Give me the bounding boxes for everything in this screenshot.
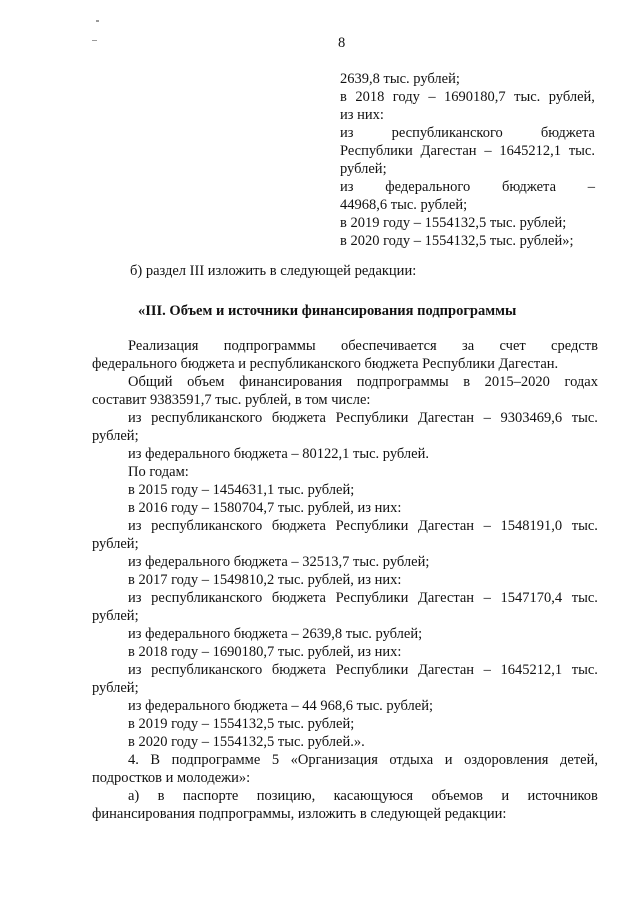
word: 1690180,7: [444, 89, 506, 105]
scan-speck: [96, 20, 99, 22]
word: тыс.: [571, 590, 598, 606]
word: –: [483, 410, 491, 426]
word: средств: [551, 338, 598, 354]
word: «Организация: [290, 752, 378, 768]
paragraph-line: в 2015 году – 1454631,1 тыс. рублей;: [128, 482, 355, 498]
paragraph-line: рублей;: [92, 536, 139, 552]
word: 1547170,4: [500, 590, 563, 606]
quoted-funding-block: [340, 70, 595, 250]
word: 9303469,6: [500, 410, 563, 426]
word: –: [428, 89, 436, 105]
word: позицию,: [256, 788, 316, 804]
word: в: [157, 788, 165, 804]
word: –: [484, 143, 492, 159]
word: Республики: [335, 410, 409, 426]
word: бюджета: [271, 662, 326, 678]
paragraph-line: По годам:: [128, 464, 189, 480]
word: из: [128, 518, 142, 534]
word: оздоровления: [464, 752, 549, 768]
word: бюджета: [271, 590, 326, 606]
word: республиканского: [391, 125, 503, 141]
paragraph-line: рублей;: [92, 428, 139, 444]
word: детей,: [560, 752, 598, 768]
word: подпрограммы: [223, 338, 316, 354]
word: источников: [527, 788, 598, 804]
word: –: [483, 590, 491, 606]
word: тыс.: [514, 89, 541, 105]
section-heading: «III. Объем и источники финансирования подпрограммы: [138, 303, 517, 319]
word: из: [128, 410, 142, 426]
word: тыс.: [571, 518, 598, 534]
word: Дагестан: [418, 410, 475, 426]
word: республиканского: [151, 518, 263, 534]
word: из: [340, 125, 354, 141]
paragraph-line: финансирования подпрограммы, изложить в следующей редакции:: [92, 806, 507, 822]
paragraph-line: федерального бюджета и республиканского бюджета Республики Дагестан.: [92, 356, 559, 372]
quote-line-justified: [340, 124, 595, 142]
word: республиканского: [151, 590, 263, 606]
word: 1548191,0: [500, 518, 563, 534]
paragraph-line-justified: [92, 787, 598, 805]
paragraph-line: из федерального бюджета – 32513,7 тыс. рублей;: [128, 554, 430, 570]
word: Дагестан: [418, 662, 475, 678]
word: Общий: [128, 374, 173, 390]
word: касающуюся: [333, 788, 414, 804]
page-number: 8: [338, 35, 346, 51]
quote-line: из них:: [340, 107, 384, 123]
word: республиканского: [151, 410, 263, 426]
paragraph-line-justified: [92, 517, 598, 535]
word: бюджета: [540, 125, 595, 141]
paragraph-line: рублей;: [92, 680, 139, 696]
word: счет: [499, 338, 526, 354]
paragraph-line: в 2017 году – 1549810,2 тыс. рублей, из них:: [128, 572, 402, 588]
word: Дагестан: [420, 143, 477, 159]
paragraph-line-justified: [92, 373, 598, 391]
word: в: [340, 89, 347, 105]
word: отдыха: [389, 752, 434, 768]
paragraph-line: в 2019 году – 1554132,5 тыс. рублей;: [128, 716, 355, 732]
scan-speck: [92, 40, 97, 41]
word: бюджета: [501, 179, 557, 195]
word: республиканского: [151, 662, 263, 678]
word: году: [392, 89, 420, 105]
word: в: [463, 374, 471, 390]
paragraph-line: составит 9383591,7 тыс. рублей, в том числе:: [92, 392, 371, 408]
paragraph-line: в 2018 году – 1690180,7 тыс. рублей, из них:: [128, 644, 402, 660]
word: Республики: [340, 143, 413, 159]
word: а): [128, 788, 140, 804]
word: Республики: [335, 518, 409, 534]
quote-line: в 2019 году – 1554132,5 тыс. рублей;: [340, 215, 567, 231]
word: тыс.: [568, 143, 595, 159]
word: подпрограмме: [171, 752, 261, 768]
word: Дагестан: [418, 518, 475, 534]
word: 1645212,1: [499, 143, 562, 159]
word: бюджета: [271, 410, 326, 426]
word: объемов: [431, 788, 483, 804]
quote-line-justified: [340, 178, 595, 196]
word: –: [587, 179, 595, 195]
paragraph-line-justified: [92, 661, 598, 679]
word: паспорте: [182, 788, 239, 804]
word: из: [128, 590, 142, 606]
word: финансирования: [239, 374, 343, 390]
word: Республики: [335, 590, 409, 606]
word: 1645212,1: [500, 662, 563, 678]
word: тыс.: [571, 662, 598, 678]
word: обеспечивается: [341, 338, 437, 354]
section-body: [92, 337, 598, 823]
word: 2018: [355, 89, 385, 105]
word: Республики: [335, 662, 409, 678]
paragraph-line: из федерального бюджета – 44 968,6 тыс. рублей;: [128, 698, 433, 714]
paragraph-line: в 2016 году – 1580704,7 тыс. рублей, из них:: [128, 500, 402, 516]
paragraph-line: подростков и молодежи»:: [92, 770, 251, 786]
paragraph-line: рублей;: [92, 608, 139, 624]
quote-line: рублей;: [340, 161, 387, 177]
word: Реализация: [128, 338, 199, 354]
word: из: [340, 179, 354, 195]
amendment-clause-b: б) раздел III изложить в следующей редакции:: [130, 263, 417, 279]
word: тыс.: [571, 410, 598, 426]
word: из: [128, 662, 142, 678]
word: –: [483, 662, 491, 678]
word: федерального: [385, 179, 471, 195]
word: рублей,: [548, 89, 595, 105]
quote-line: в 2020 году – 1554132,5 тыс. рублей»;: [340, 233, 574, 249]
word: за: [462, 338, 475, 354]
quote-line: 44968,6 тыс. рублей;: [340, 197, 468, 213]
word: Дагестан: [418, 590, 475, 606]
word: 2015–2020: [484, 374, 550, 390]
paragraph-line: в 2020 году – 1554132,5 тыс. рублей.».: [128, 734, 365, 750]
word: и: [501, 788, 510, 804]
word: –: [483, 518, 491, 534]
word: 4.: [128, 752, 139, 768]
word: и: [444, 752, 453, 768]
quote-line: 2639,8 тыс. рублей;: [340, 71, 460, 87]
quote-line-justified: [340, 142, 595, 160]
paragraph-line-justified: [92, 409, 598, 427]
paragraph-line-justified: [92, 337, 598, 355]
word: 5: [271, 752, 280, 768]
paragraph-line: из федерального бюджета – 80122,1 тыс. рублей.: [128, 446, 429, 462]
word: подпрограммы: [356, 374, 449, 390]
paragraph-line: из федерального бюджета – 2639,8 тыс. рублей;: [128, 626, 423, 642]
word: годах: [564, 374, 598, 390]
word: В: [150, 752, 161, 768]
quote-line-justified: [340, 88, 595, 106]
word: бюджета: [271, 518, 326, 534]
paragraph-line-justified: [92, 751, 598, 769]
word: объем: [187, 374, 225, 390]
paragraph-line-justified: [92, 589, 598, 607]
